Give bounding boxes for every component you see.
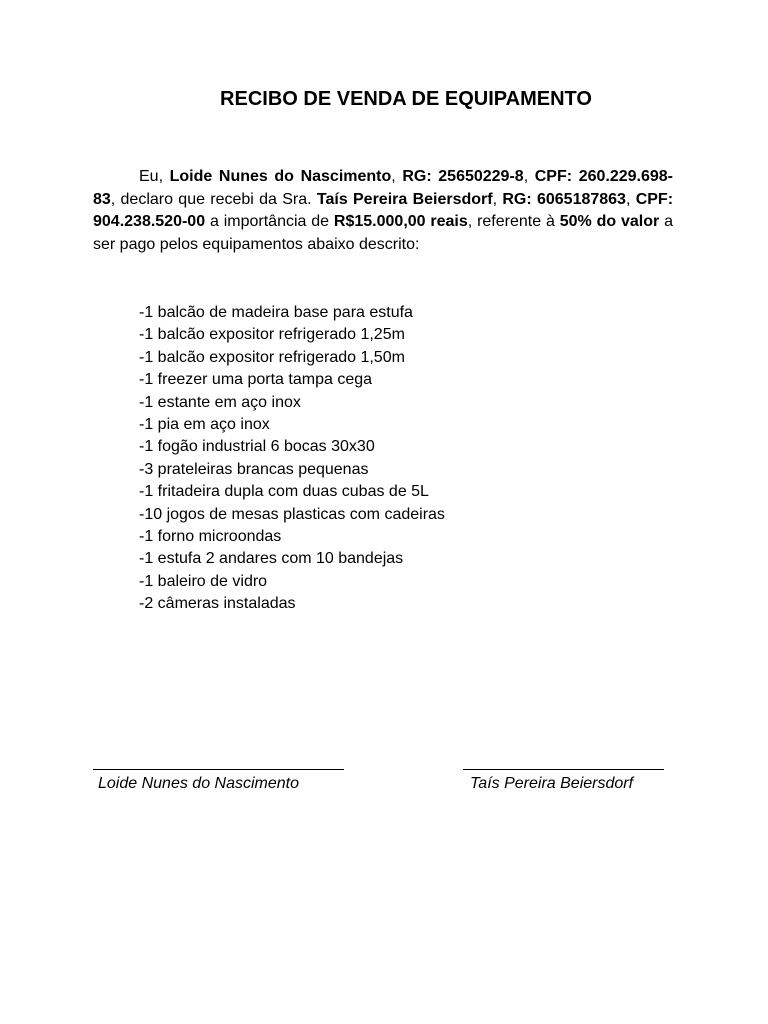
paragraph-text: a importância de — [205, 213, 334, 230]
list-item: -1 baleiro de vidro — [139, 572, 268, 590]
paragraph-text: , declaro que recebi da Sra. — [110, 190, 317, 208]
buyer-cpf-label: CPF: — [635, 190, 674, 208]
seller-rg: 25650229-8 — [438, 168, 524, 185]
list-item: -1 balcão expositor refrigerado 1,50m — [139, 348, 405, 366]
paragraph-text: , — [625, 190, 636, 208]
seller-cpf: 260.229.698-83 — [93, 168, 673, 208]
list-item: -3 prateleiras brancas pequenas — [139, 460, 369, 478]
seller-signature-line — [93, 769, 344, 770]
document-title: RECIBO DE VENDA DE EQUIPAMENTO — [220, 88, 592, 110]
paragraph-text: , — [492, 190, 503, 208]
list-item: -1 fogão industrial 6 bocas 30x30 — [139, 438, 375, 456]
buyer-signature-name: Taís Pereira Beiersdorf — [470, 775, 634, 792]
payment-amount: R$15.000,00 reais — [333, 213, 468, 230]
payment-percent: 50% do valor — [559, 213, 660, 230]
list-item: -1 freezer uma porta tampa cega — [139, 371, 373, 389]
list-item: -1 estufa 2 andares com 10 bandejas — [139, 550, 404, 568]
list-item: -2 câmeras instaladas — [139, 595, 296, 613]
equipment-list — [139, 302, 445, 616]
buyer-name: Taís Pereira Beiersdorf — [316, 190, 493, 208]
list-item: -1 forno microondas — [139, 528, 282, 546]
list-item: -1 pia em aço inox — [139, 416, 270, 434]
paragraph-text: , — [391, 168, 403, 185]
paragraph-text: , referente à — [467, 213, 560, 230]
buyer-cpf: 904.238.520-00 — [93, 213, 206, 230]
list-item: -10 jogos de mesas plasticas com cadeiras — [139, 505, 445, 523]
seller-name: Loide Nunes do Nascimento — [169, 168, 392, 185]
list-item: -1 balcão de madeira base para estufa — [139, 304, 413, 321]
list-item: -1 fritadeira dupla com duas cubas de 5L — [139, 483, 429, 501]
list-item: -1 estante em aço inox — [139, 393, 301, 411]
seller-signature-name: Loide Nunes do Nascimento — [98, 775, 300, 792]
paragraph-text: a ser pago pelos equipamentos abaixo descrito: — [93, 213, 674, 253]
seller-rg-label: RG: — [402, 168, 432, 185]
list-item: -1 balcão expositor refrigerado 1,25m — [139, 326, 405, 344]
buyer-rg-label: RG: — [502, 190, 532, 208]
buyer-signature-line — [463, 769, 664, 770]
paragraph-text: Eu, — [139, 168, 170, 185]
receipt-paragraph — [93, 166, 673, 256]
paragraph-text: , — [523, 168, 535, 185]
buyer-rg: 6065187863 — [536, 190, 626, 208]
paragraph-text — [572, 168, 579, 185]
seller-cpf-label: CPF: — [534, 168, 573, 185]
